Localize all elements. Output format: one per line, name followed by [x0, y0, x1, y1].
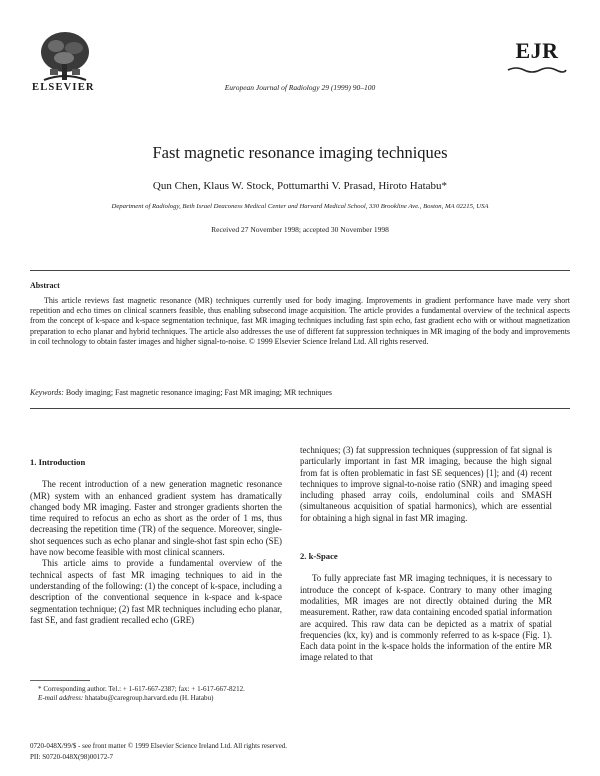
footnote	[30, 685, 282, 704]
footnote-rule	[30, 680, 90, 681]
right-column	[300, 445, 552, 664]
section-heading-kspace: 2. k-Space	[300, 551, 338, 562]
keywords-label: Keywords:	[30, 388, 64, 397]
divider-bottom	[30, 408, 570, 409]
continued-paragraph: techniques; (3) fat suppression techniques (suppression of fat signal is particularly important in fast MR imaging, because the high signal from fat is often problematic in fast SE sequences) [1]; and (4) recent techniques to improve signal-to-noise ratio (SNR) and imaging speed including phased array coils, endoluminal coils and SMASH (simultaneous acquisition of spatial harmonics), which are essential for obtaining a high signal in fast MR imaging.	[300, 445, 552, 523]
article-title: Fast magnetic resonance imaging techniques	[152, 143, 448, 162]
intro-paragraph-1: The recent introduction of a new generation magnetic resonance (MR) system with an enhanced gradient system has dramatically changed body MR imaging. Faster and stronger gradients shorten the time required to refocus an echo as short as the order of 1 ms, thus decreasing the repetition time (TR) of the sequence. Moreover, single-shot sequences such as echo planar and single-shot fast spin echo (SE) have now become feasible with most clinical scanners.	[30, 479, 282, 558]
abstract-text: This article reviews fast magnetic resonance (MR) techniques currently used for body imaging. Improvements in gradient performance have made very short repetition and echo times on clinical scanners feasible, thus enabling subsecond image acquisition. The article provides a fundamental overview of the technical aspects from the concept of k-space and k-space segmentation technique, fast MR imaging techniques including fast spin echo, fast gradient echo with or without magnetization preparation to echo planar and hybrid techniques. The article also addresses the use of different fat suppression techniques in MR imaging of the body and improvements in coil technology to obtain faster images and higher signal-to-noise. © 1999 Elsevier Science Ireland Ltd. All rights reserved.	[30, 296, 570, 346]
received-dates: Received 27 November 1998; accepted 30 November 1998	[211, 225, 389, 234]
left-column	[30, 457, 282, 626]
intro-paragraph-2: This article aims to provide a fundamental overview of the technical aspects of fast MR imaging techniques to aid in the understanding of the following: (1) the concept of k-space, including a description of the conventional sequence in k-space and k-space segmentation technique; (2) fast MR techniques including echo planar, fast SE, and fast gradient recalled echo (GRE)	[30, 558, 282, 625]
keywords	[30, 388, 570, 397]
publisher-name: ELSEVIER	[32, 82, 95, 93]
copyright-line: 0720-048X/99/$ - see front matter © 1999 Elsevier Science Ireland Ltd. All rights reserved.	[30, 742, 288, 750]
email-label: E-mail address:	[38, 694, 84, 703]
journal-logo-wave	[506, 66, 568, 74]
corresponding-author: * Corresponding author. Tel.: + 1-617-667-2387; fax: + 1-617-667-8212.	[38, 685, 245, 693]
kspace-paragraph: To fully appreciate fast MR imaging techniques, it is necessary to introduce the concept of k-space. Contrary to many other imaging modalities, MR images are not directly obtained during the MR measurement. Rather, raw data containing encoded spatial information are acquired. This raw data can be depicted as a matrix of spatial frequencies (kx, ky) and is commonly referred to as k-space (Fig. 1). Each data point in the k-space holds the information of the entire MR image related to that	[300, 573, 552, 663]
journal-reference: European Journal of Radiology 29 (1999) 90–100	[224, 83, 376, 92]
section-heading-introduction: 1. Introduction	[30, 457, 86, 467]
email-address: hhatabu@caregroup.harvard.edu (H. Hatabu)	[85, 694, 214, 703]
author-list: Qun Chen, Klaus W. Stock, Pottumarthi V. Prasad, Hiroto Hatabu*	[152, 180, 448, 192]
divider-top	[30, 270, 570, 271]
affiliation: Department of Radiology, Beth Israel Deaconess Medical Center and Harvard Medical School, 330 Brookline Ave., Boston, MA 02215, USA	[111, 203, 489, 210]
pii-line: PII: S0720-048X(98)00172-7	[30, 753, 114, 761]
abstract-heading: Abstract	[30, 281, 60, 290]
journal-logo: EJR	[515, 38, 559, 63]
keywords-text: Body imaging; Fast magnetic resonance imaging; Fast MR imaging; MR techniques	[65, 388, 332, 397]
